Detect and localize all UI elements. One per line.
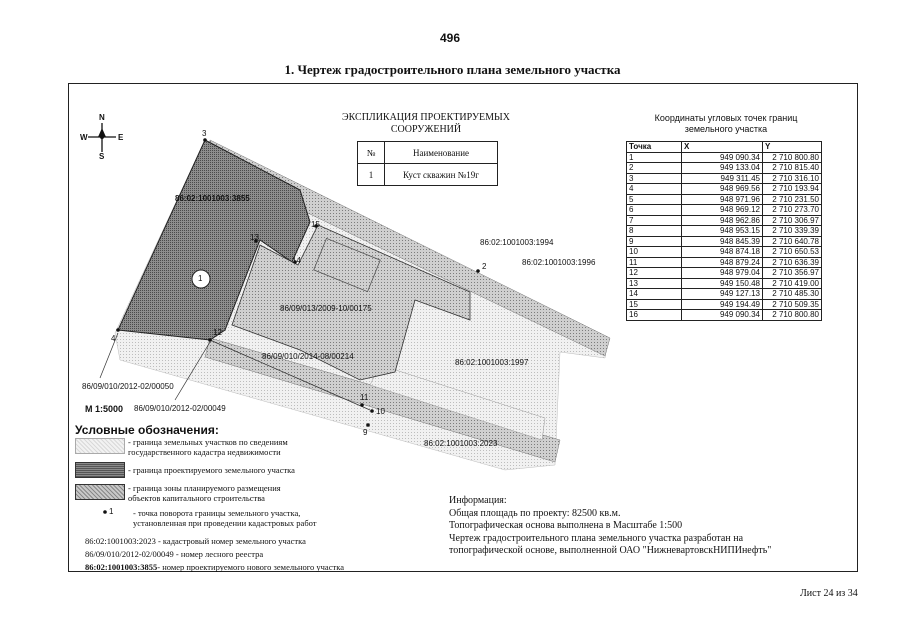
coordinate-x: 948 953.15 (682, 226, 763, 237)
legend-cadastral-code-text: - кадастровый номер земельного участка (155, 536, 306, 546)
legend-forest-code: 86/09/010/2012-02/00049 (85, 549, 174, 559)
compass-n: N (99, 113, 105, 122)
coordinate-row (627, 152, 822, 163)
forest-number-00214: 86/09/010/2014-08/00214 (262, 352, 354, 361)
point-label-12: 12 (213, 328, 222, 337)
coordinate-y: 2 710 815.40 (763, 163, 822, 174)
scale-label: М 1:5000 (85, 404, 124, 414)
coordinates-title-line1: Координаты угловых точек границ (654, 113, 798, 123)
coord-header-x: X (682, 142, 763, 153)
coordinate-point: 8 (627, 226, 682, 237)
explication-header-no: № (358, 142, 385, 164)
coordinate-point: 9 (627, 236, 682, 247)
legend-point-marker-label: 1 (109, 507, 114, 516)
coordinate-row (627, 205, 822, 216)
coordinate-row (627, 289, 822, 300)
coordinate-x: 949 133.04 (682, 163, 763, 174)
explication-header-name: Наименование (385, 142, 498, 164)
coordinate-row (627, 215, 822, 226)
coordinate-x: 948 979.04 (682, 268, 763, 279)
coordinate-y: 2 710 640.78 (763, 236, 822, 247)
coordinates-table (626, 141, 822, 321)
coordinate-y: 2 710 356.97 (763, 268, 822, 279)
point-label-3: 3 (202, 129, 207, 138)
coordinate-point: 13 (627, 278, 682, 289)
coordinate-point: 5 (627, 194, 682, 205)
point-label-9: 9 (363, 428, 368, 437)
coordinate-y: 2 710 273.70 (763, 205, 822, 216)
legend-item-cadastral-line1: - граница земельных участков по сведениям (128, 437, 288, 447)
coordinate-point: 10 (627, 247, 682, 258)
cadastral-number-2023: 86:02:1001003:2023 (424, 439, 498, 448)
coordinate-y: 2 710 800.80 (763, 152, 822, 163)
coord-header-point: Точка (627, 142, 682, 153)
coordinate-point: 1 (627, 152, 682, 163)
legend-item-point-line2: установленная при проведении кадастровых работ (133, 518, 317, 528)
cadastral-number-1994: 86:02:1001003:1994 (480, 238, 554, 247)
coordinate-y: 2 710 306.97 (763, 215, 822, 226)
coordinate-row (627, 194, 822, 205)
legend-swatch-cadastral (75, 438, 125, 454)
document-title: 1. Чертеж градостроительного плана земельного участка (284, 62, 621, 77)
legend-item-cadastral-line2: государственного кадастра недвижимости (128, 447, 281, 457)
coordinate-point: 3 (627, 173, 682, 184)
legend-title: Условные обозначения: (75, 423, 219, 437)
coordinate-y: 2 710 636.39 (763, 257, 822, 268)
point-label-14: 14 (292, 256, 301, 265)
coordinate-point: 11 (627, 257, 682, 268)
legend-point-marker-icon (103, 510, 107, 514)
info-topography: Топографическая основа выполнена в Масштабе 1:500 (449, 520, 683, 531)
explication-row-name: Куст скважин №19г (385, 164, 498, 186)
legend-item-cadastral (128, 437, 288, 457)
info-area: Общая площадь по проекту: 82500 кв.м. (449, 507, 621, 519)
coordinate-x: 949 150.48 (682, 278, 763, 289)
coordinate-x: 948 969.12 (682, 205, 763, 216)
coordinate-y: 2 710 509.35 (763, 299, 822, 310)
legend-forest-code-text: - номер лесного реестра (173, 549, 264, 559)
legend-item-forest-number (85, 549, 263, 559)
page-number: 496 (440, 31, 461, 45)
coordinate-point: 2 (627, 163, 682, 174)
coordinate-y: 2 710 193.94 (763, 184, 822, 195)
object-marker-number: 1 (198, 274, 203, 283)
coordinate-x: 949 311.45 (682, 173, 763, 184)
coordinate-x: 948 845.39 (682, 236, 763, 247)
coordinate-x: 948 874.18 (682, 247, 763, 258)
legend-cadastral-code: 86:02:1001003:2023 (85, 536, 156, 546)
coordinates-title-line2: земельного участка (684, 124, 768, 134)
coordinate-row (627, 173, 822, 184)
coordinate-row (627, 310, 822, 321)
legend-swatch-projected (75, 462, 125, 478)
explication-title-line2: СООРУЖЕНИЙ (390, 124, 462, 135)
info-developed-line1: Чертеж градостроительного плана земельного участка разработан на (449, 532, 744, 544)
legend-new-parcel-text: - номер проектируемого нового земельного участка (157, 562, 344, 572)
compass-e: E (118, 133, 124, 142)
point-label-13: 13 (250, 233, 259, 242)
coordinate-row (627, 278, 822, 289)
coordinate-point: 6 (627, 205, 682, 216)
coordinate-x: 949 194.49 (682, 299, 763, 310)
coordinate-y: 2 710 650.53 (763, 247, 822, 258)
coordinate-y: 2 710 800.80 (763, 310, 822, 321)
coordinates-title (646, 113, 806, 135)
coordinate-x: 948 879.24 (682, 257, 763, 268)
point-label-10: 10 (376, 407, 385, 416)
coordinate-row (627, 163, 822, 174)
legend-item-new-parcel (85, 562, 344, 572)
point-label-15: 15 (311, 220, 320, 229)
coordinate-x: 949 127.13 (682, 289, 763, 300)
coordinate-x: 948 971.96 (682, 194, 763, 205)
cadastral-number-1996: 86:02:1001003:1996 (522, 258, 596, 267)
point-label-2: 2 (482, 262, 487, 271)
explication-title-line1: ЭКСПЛИКАЦИЯ ПРОЕКТИРУЕМЫХ (342, 112, 510, 123)
info-block (449, 495, 771, 558)
coordinate-x: 948 962.86 (682, 215, 763, 226)
coordinate-row (627, 247, 822, 258)
coordinate-point: 4 (627, 184, 682, 195)
legend-item-point (133, 508, 317, 528)
cadastral-number-1997: 86:02:1001003:1997 (455, 358, 529, 367)
legend-item-point-line1: - точка поворота границы земельного участка, (133, 508, 301, 518)
coordinate-row (627, 236, 822, 247)
forest-number-00049: 86/09/010/2012-02/00049 (134, 404, 226, 413)
coordinate-point: 15 (627, 299, 682, 310)
cadastral-number-3855: 86:02:1001003:3855 (175, 194, 250, 203)
coordinate-row (627, 268, 822, 279)
compass-rose (88, 123, 116, 152)
point-label-11: 11 (360, 393, 369, 402)
compass-w: W (80, 133, 88, 142)
coordinate-y: 2 710 339.39 (763, 226, 822, 237)
legend-item-projected: - граница проектируемого земельного участка (128, 465, 295, 475)
forest-number-00175: 86/09/013/2009-10/00175 (280, 304, 372, 313)
legend-swatch-zone (75, 484, 125, 500)
explication-title (336, 112, 516, 136)
coordinate-row (627, 299, 822, 310)
coordinate-row (627, 226, 822, 237)
coordinate-x: 949 090.34 (682, 152, 763, 163)
coordinate-y: 2 710 419.00 (763, 278, 822, 289)
coordinate-row (627, 184, 822, 195)
legend-item-zone-line1: - граница зоны планируемого размещения (128, 483, 281, 493)
coordinate-point: 16 (627, 310, 682, 321)
coordinate-row (627, 257, 822, 268)
forest-number-00050: 86/09/010/2012-02/00050 (82, 382, 174, 391)
point-label-4: 4 (111, 334, 116, 343)
legend-item-zone (128, 483, 281, 503)
legend-new-parcel-code: 86:02:1001003:3855 (85, 562, 158, 572)
legend-item-zone-line2: объектов капитального строительства (128, 493, 265, 503)
coordinate-x: 949 090.34 (682, 310, 763, 321)
coordinate-point: 14 (627, 289, 682, 300)
sheet-number: Лист 24 из 34 (800, 588, 858, 599)
explication-table (357, 141, 498, 186)
coordinate-y: 2 710 316.10 (763, 173, 822, 184)
coord-header-y: Y (763, 142, 822, 153)
compass-s: S (99, 152, 105, 161)
legend-item-cadastral-number (85, 536, 306, 546)
coordinate-y: 2 710 231.50 (763, 194, 822, 205)
coordinate-point: 7 (627, 215, 682, 226)
coordinate-point: 12 (627, 268, 682, 279)
coordinate-y: 2 710 485.30 (763, 289, 822, 300)
explication-row-no: 1 (358, 164, 385, 186)
info-title: Информация: (449, 495, 507, 506)
coordinates-body (627, 152, 822, 320)
coordinate-x: 948 969.56 (682, 184, 763, 195)
info-developed-line2: топографической основе, выполненной ОАО "НижневартовскНИПИнефть" (449, 545, 772, 556)
